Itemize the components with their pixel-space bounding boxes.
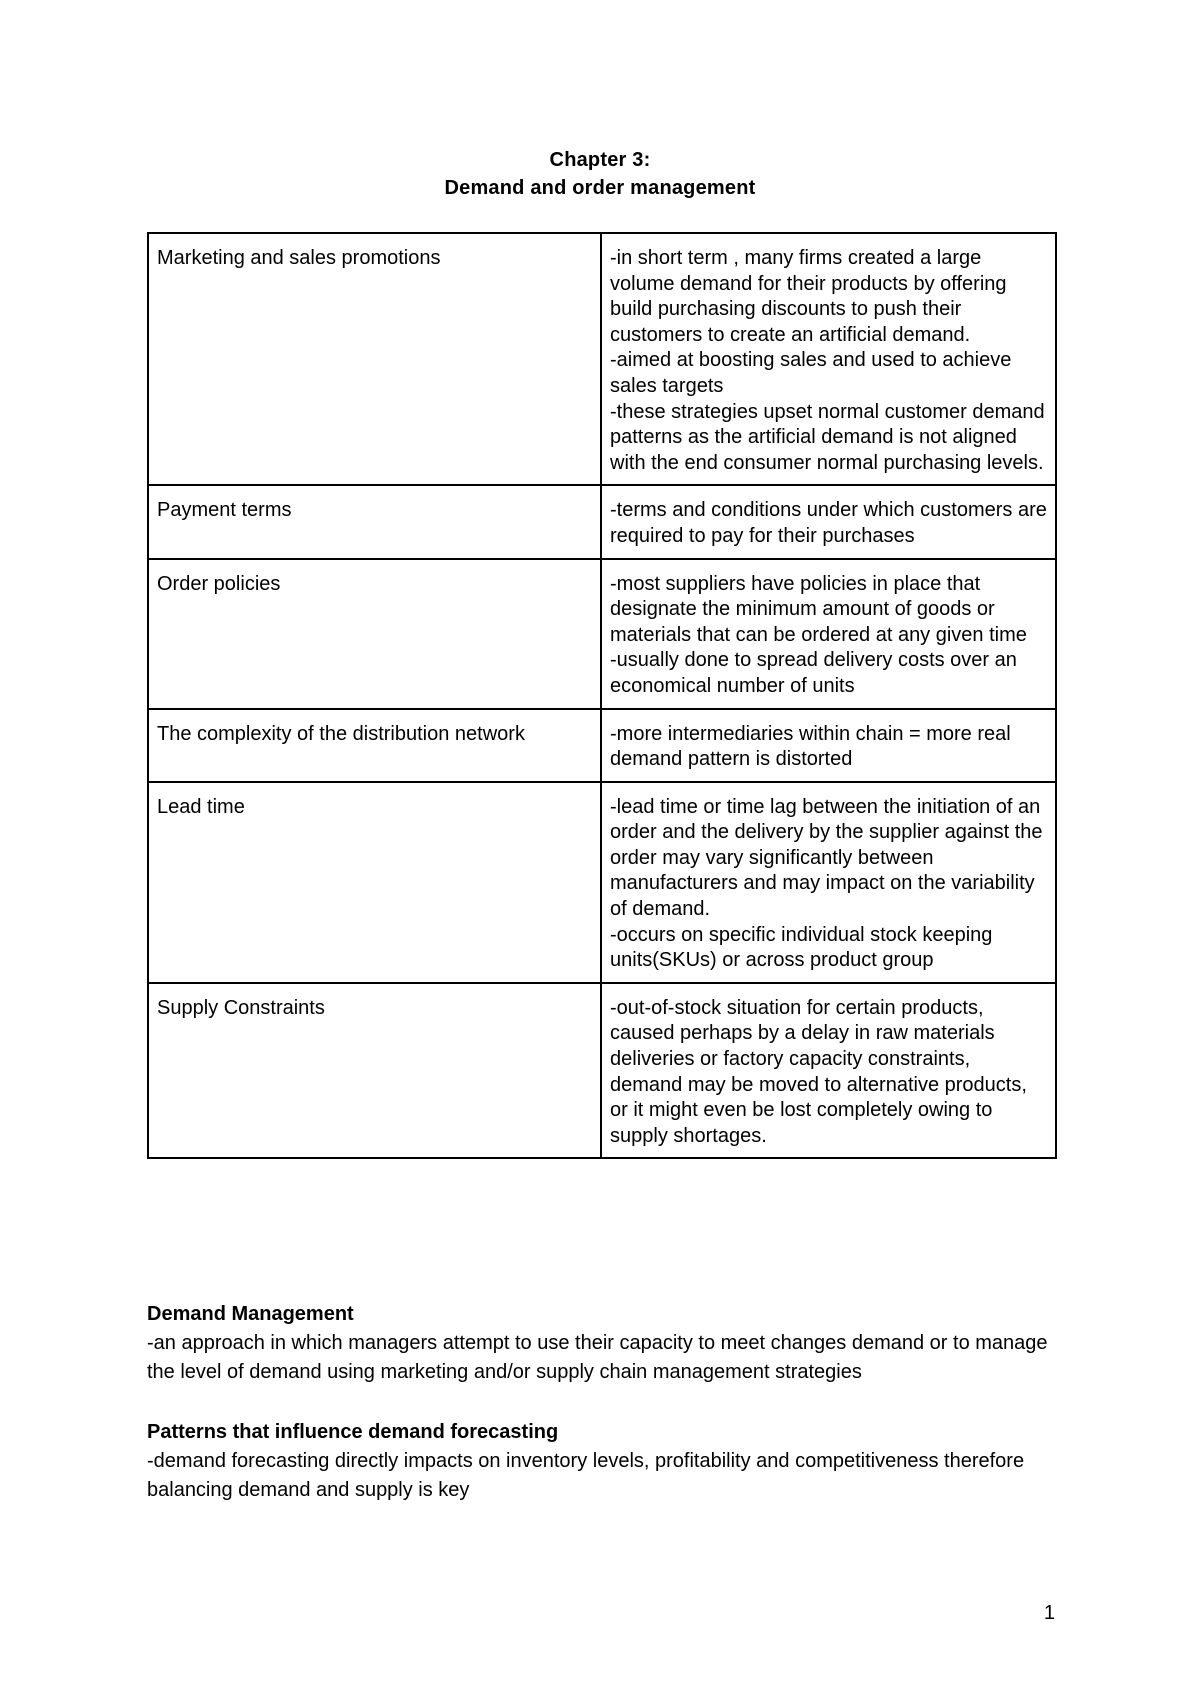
- description-cell: [601, 233, 1056, 485]
- description-line: -in short term , many firms created a large volume demand for their products by offering build purchasing discounts to push their customers to create an artificial demand.: [610, 247, 1007, 346]
- page-number: 1: [1043, 1602, 1055, 1624]
- description-line: -terms and conditions under which customers are required to pay for their purchases: [610, 499, 1047, 547]
- factor-cell: Supply Constraints: [148, 983, 601, 1159]
- table-row: [148, 709, 1056, 782]
- description-cell: [601, 485, 1056, 558]
- demand-factors-table: [147, 232, 1057, 1159]
- description-line: -occurs on specific individual stock keeping units(SKUs) or across product group: [610, 923, 993, 972]
- table-row: [148, 782, 1056, 983]
- section-body: -an approach in which managers attempt to use their capacity to meet changes demand or to manage the level of demand using marketing and/or supply chain management strategies: [147, 1332, 1048, 1383]
- factor-cell: The complexity of the distribution network: [148, 709, 601, 782]
- description-cell: [601, 559, 1056, 709]
- description-cell: [601, 709, 1056, 782]
- table-row: [148, 233, 1056, 485]
- table-row: [148, 983, 1056, 1159]
- description-line: -most suppliers have policies in place that designate the minimum amount of goods or materials that can be ordered at any given time: [610, 572, 1027, 646]
- page-title: [0, 146, 1200, 202]
- description-line: -usually done to spread delivery costs over an economical number of units: [610, 649, 1017, 697]
- section-heading: Patterns that influence demand forecasting: [147, 1421, 559, 1443]
- factor-cell: Payment terms: [148, 485, 601, 558]
- description-line: -these strategies upset normal customer demand patterns as the artificial demand is not aligned with the end consumer normal purchasing levels.: [610, 400, 1045, 474]
- description-line: -out-of-stock situation for certain products, caused perhaps by a delay in raw materials deliveries or factory capacity constraints, demand may be moved to alternative products, or it might even be lost completely owing to supply shortages.: [610, 996, 1027, 1147]
- section-heading: Demand Management: [147, 1303, 354, 1325]
- description-line: -lead time or time lag between the initiation of an order and the delivery by the supplier against the order may vary significantly between manufacturers and may impact on the variability of demand.: [610, 795, 1043, 921]
- patterns-section: [147, 1418, 1067, 1505]
- description-cell: [601, 782, 1056, 983]
- description-cell: [601, 983, 1056, 1159]
- description-line: -more intermediaries within chain = more real demand pattern is distorted: [610, 722, 1011, 771]
- table-row: [148, 559, 1056, 709]
- chapter-number: Chapter 3:: [549, 149, 651, 171]
- description-line: -aimed at boosting sales and used to achieve sales targets: [610, 349, 1012, 397]
- factor-cell: Order policies: [148, 559, 601, 709]
- section-body: -demand forecasting directly impacts on inventory levels, profitability and competitiveness therefore balancing demand and supply is key: [147, 1450, 1025, 1501]
- demand-management-section: [147, 1300, 1067, 1387]
- factor-cell: Marketing and sales promotions: [148, 233, 601, 485]
- factor-cell: Lead time: [148, 782, 601, 983]
- table-row: [148, 485, 1056, 558]
- chapter-title: Demand and order management: [444, 177, 756, 199]
